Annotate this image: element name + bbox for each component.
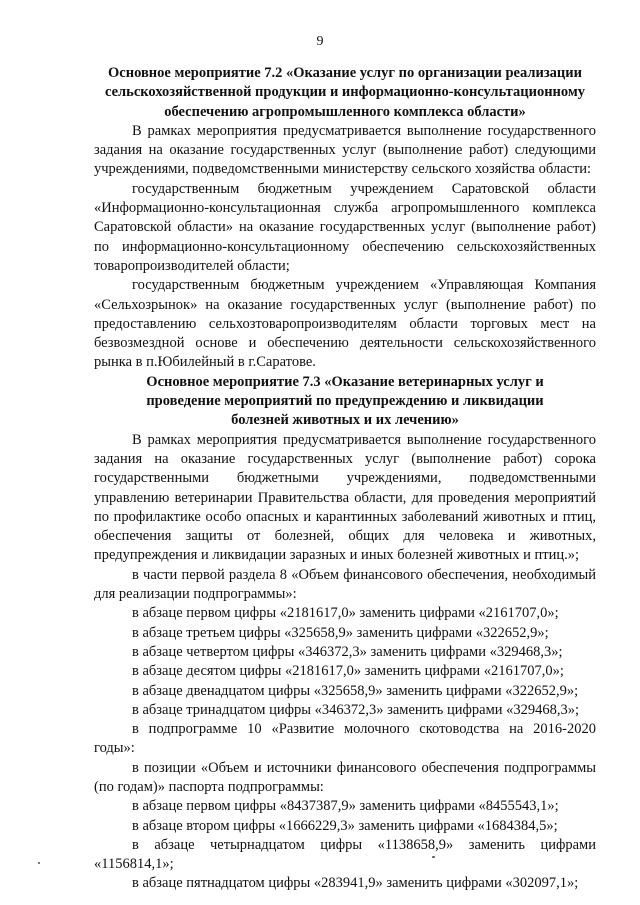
paragraph: в абзаце третьем цифры «325658,9» заменить цифрами «322652,9»; [132,624,549,641]
paragraph: в абзаце четвертом цифры «346372,3» заменить цифрами «329468,3»; [132,643,563,660]
section-heading-7-2: Основное мероприятие 7.2 «Оказание услуг по организации реализации сельскохозяйственной продукции и информационно-консультационному обеспечению агропромышленного комплекса области» [104,65,585,120]
paragraph: в абзаце пятнадцатом цифры «283941,9» заменить цифрами «302097,1»; [132,875,579,892]
scan-speck [38,862,40,864]
paragraph: в абзаце десятом цифры «2181617,0» заменить цифрами «2161707,0»; [132,663,564,680]
paragraph: В рамках мероприятия предусматривается выполнение государственного задания на оказание государственных услуг (выполнение работ) следующими учреждениями, подведомственными министерству сельского хозяйства области: [94,122,596,178]
paragraph: в позиции «Объем и источники финансового обеспечения подпрограммы (по годам)» паспорта подпрограммы: [94,759,596,795]
paragraph: в абзаце двенадцатом цифры «325658,9» заменить цифрами «322652,9»; [132,682,579,699]
paragraph: в абзаце четырнадцатом цифры «1138658,9» заменить цифрами «1156814,1»; [94,836,596,873]
paragraph: в абзаце тринадцатом цифры «346372,3» заменить цифрами «329468,3»; [132,701,580,718]
paragraph: в абзаце первом цифры «2181617,0» заменить цифрами «2161707,0»; [132,605,559,622]
paragraph: В рамках мероприятия предусматривается выполнение государственного задания на оказание государственных услуг (выполнение работ) сорока государственными бюджетными учреждениями, подведомственными управлению ветеринарии Правительства области, для проведения мероприятий по профилактике особо опасных и карантинных заболеваний животных и птиц, обеспечения защиты от болезней, общих для человека и животных, предупреждения и ликвидации заразных и иных болезней животных и птиц.»; [94,431,596,564]
document-body [94,64,596,894]
paragraph: государственным бюджетным учреждением Саратовской области «Информационно-консультационная служба агропромышленного комплекса Саратовской области» на оказание государственных услуг (выполнение работ) по информационно-консультационному обеспечению сельскохозяйственных товаропроизводителей области; [94,180,596,274]
paragraph: государственным бюджетным учреждением «Управляющая Компания «Сельхозрынок» на оказание государственных услуг (выполнение работ) по предоставлению сельхозтоваропроизводителям области торговых мест на безвозмездной основе и обеспечению деятельности сельскохозяйственного рынка в п.Юбилейный в г.Саратове. [94,277,596,371]
section-heading-7-3: Основное мероприятие 7.3 «Оказание ветеринарных услуг и проведение мероприятий по предупреждению и ликвидации болезней животных и их лечению» [146,373,544,429]
paragraph: в подпрограмме 10 «Развитие молочного скотоводства на 2016-2020 годы»: [94,721,596,757]
page-number: 9 [316,34,324,49]
paragraph: в части первой раздела 8 «Объем финансового обеспечения, необходимый для реализации подпрограммы»: [94,566,596,603]
scan-speck [432,856,435,858]
paragraph: в абзаце первом цифры «8437387,9» заменить цифрами «8455543,1»; [132,798,559,815]
paragraph: в абзаце втором цифры «1666229,3» заменить цифрами «1684384,5»; [132,817,558,834]
